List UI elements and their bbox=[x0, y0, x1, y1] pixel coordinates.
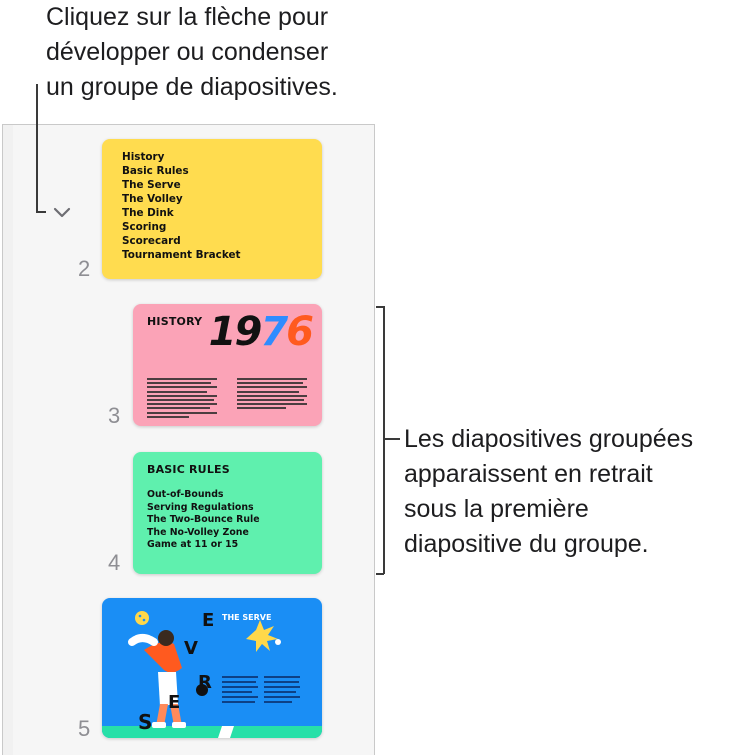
agenda-item: The Dink bbox=[122, 207, 174, 219]
callout-line: développer ou condenser bbox=[46, 38, 329, 66]
callout-line: Les diapositives groupées bbox=[404, 425, 694, 453]
rules-item: Out-of-Bounds bbox=[147, 489, 224, 500]
serve-letter: R bbox=[198, 672, 212, 693]
callout-line: Cliquez sur la flèche pour bbox=[46, 3, 329, 31]
agenda-item: The Volley bbox=[122, 193, 183, 205]
rules-item: Serving Regulations bbox=[147, 501, 254, 513]
slide-title: THE SERVE bbox=[222, 613, 272, 622]
slide-title: HISTORY bbox=[147, 315, 203, 328]
callout-line: diapositive du groupe. bbox=[404, 530, 649, 558]
serve-letter: E bbox=[202, 610, 215, 631]
serve-letter: V bbox=[184, 638, 198, 659]
slide-thumbnail-the-serve[interactable] bbox=[102, 598, 322, 738]
leader-line-vertical bbox=[36, 84, 38, 212]
navigator-edge bbox=[3, 125, 13, 755]
agenda-item: Basic Rules bbox=[122, 165, 189, 177]
leader-line-horizontal bbox=[36, 211, 46, 213]
slide-thumbnail-basic-rules[interactable] bbox=[133, 452, 322, 574]
rules-item: Game at 11 or 15 bbox=[147, 539, 239, 550]
callout-grouped-slides bbox=[404, 422, 693, 562]
agenda-item: The Serve bbox=[122, 179, 181, 191]
body-text-column bbox=[147, 378, 217, 420]
agenda-list bbox=[122, 150, 241, 262]
agenda-item: History bbox=[122, 151, 165, 163]
callout-line: sous la première bbox=[404, 495, 589, 523]
year-graphic bbox=[208, 309, 312, 355]
agenda-item: Tournament Bracket bbox=[122, 249, 241, 261]
slide-thumbnail-history[interactable] bbox=[133, 304, 322, 426]
bracket-pointer bbox=[383, 438, 400, 440]
year-part: 7 bbox=[260, 309, 287, 355]
rules-item: The Two-Bounce Rule bbox=[147, 514, 260, 525]
bracket-vertical bbox=[383, 306, 385, 574]
agenda-item: Scorecard bbox=[122, 235, 181, 247]
slide-number: 2 bbox=[78, 256, 91, 281]
agenda-item: Scoring bbox=[122, 221, 167, 233]
serve-letter: E bbox=[168, 692, 181, 713]
year-part: 6 bbox=[286, 309, 312, 355]
callout-line: apparaissent en retrait bbox=[404, 460, 653, 488]
slide-number: 5 bbox=[78, 716, 91, 741]
rules-list bbox=[147, 489, 260, 552]
callout-line: un groupe de diapositives. bbox=[46, 73, 338, 101]
bracket-bottom bbox=[376, 573, 384, 575]
chevron-down-icon[interactable] bbox=[52, 206, 72, 220]
callout-expand-collapse bbox=[46, 0, 446, 105]
slide-thumbnail-agenda[interactable] bbox=[102, 139, 322, 279]
rules-item: The No-Volley Zone bbox=[147, 526, 249, 538]
slide-number: 4 bbox=[108, 550, 121, 575]
slide-title: BASIC RULES bbox=[147, 463, 230, 476]
year-part: 19 bbox=[208, 309, 261, 355]
slide-number: 3 bbox=[108, 403, 121, 428]
body-text-column bbox=[237, 378, 307, 412]
serve-letter: S bbox=[138, 710, 153, 734]
